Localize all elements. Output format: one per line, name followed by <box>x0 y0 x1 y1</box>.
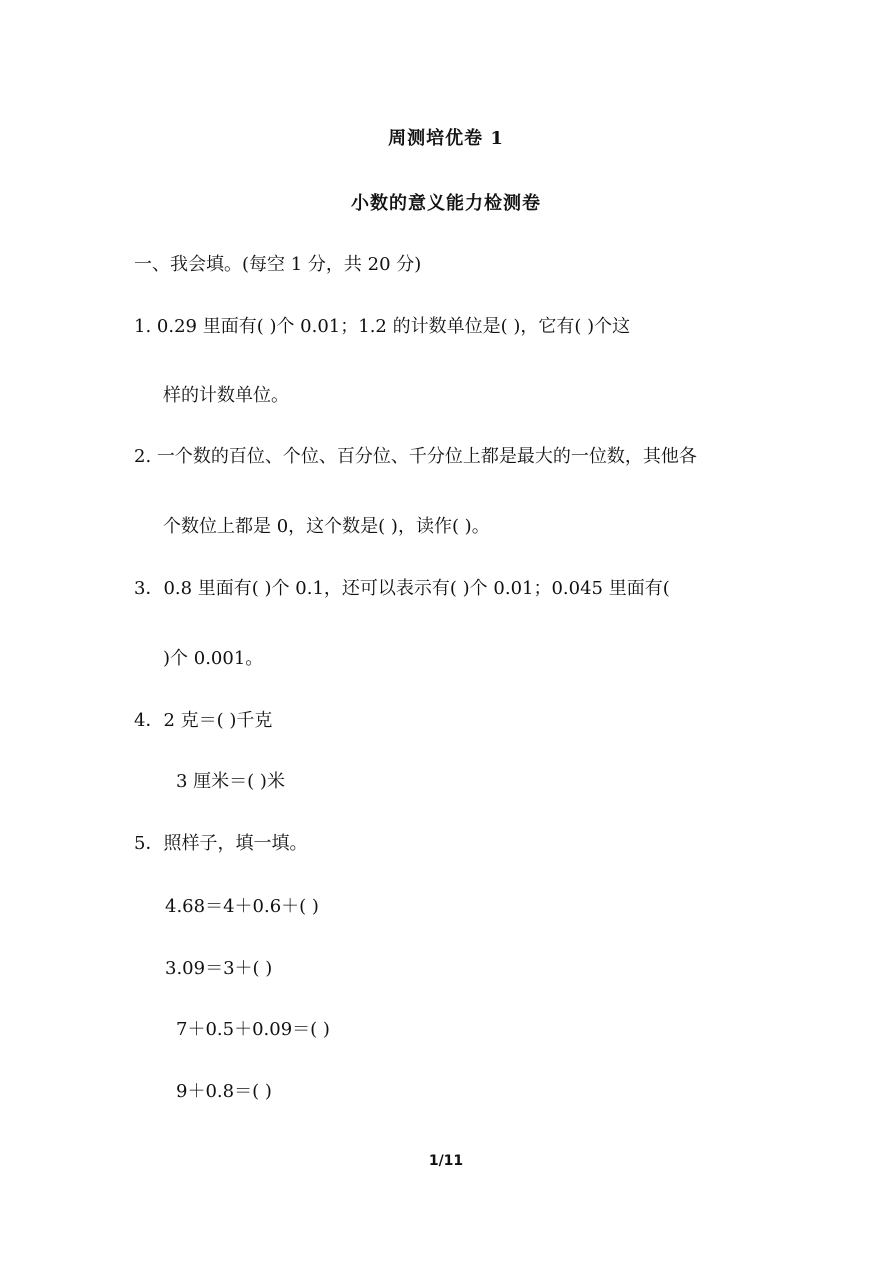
question-3-line-2: )个 0.001。 <box>163 648 264 669</box>
page-subtitle: 小数的意义能力检测卷 <box>351 193 541 214</box>
question-1-line-2: 样的计数单位。 <box>163 385 289 406</box>
question-5-item: 3.09＝3＋( ) <box>165 958 273 979</box>
question-2-line-2: 个数位上都是 0，这个数是( )，读作( )。 <box>163 516 490 537</box>
question-5-item: 7＋0.5＋0.09＝( ) <box>176 1019 330 1040</box>
question-5-item: 4.68＝4＋0.6＋( ) <box>165 896 319 917</box>
question-2-line-1: 2. 一个数的百位、个位、百分位、千分位上都是最大的一位数，其他各 <box>134 446 697 467</box>
section-heading: 一、我会填。(每空 1 分，共 20 分) <box>134 254 422 275</box>
page-number: 1/11 <box>428 1153 464 1169</box>
question-4-line-2: 3 厘米＝( )米 <box>176 771 285 792</box>
question-1-line-1: 1. 0.29 里面有( )个 0.01；1.2 的计数单位是( )，它有( )个这 <box>134 316 631 337</box>
question-5-line-1: 5．照样子，填一填。 <box>134 833 308 854</box>
page-title: 周测培优卷 1 <box>388 128 504 149</box>
question-3-line-1: 3．0.8 里面有( )个 0.1，还可以表示有( )个 0.01；0.045 里面有( <box>134 578 670 599</box>
question-5-item: 9＋0.8＝( ) <box>176 1081 272 1102</box>
question-4-line-1: 4．2 克＝( )千克 <box>134 710 273 731</box>
